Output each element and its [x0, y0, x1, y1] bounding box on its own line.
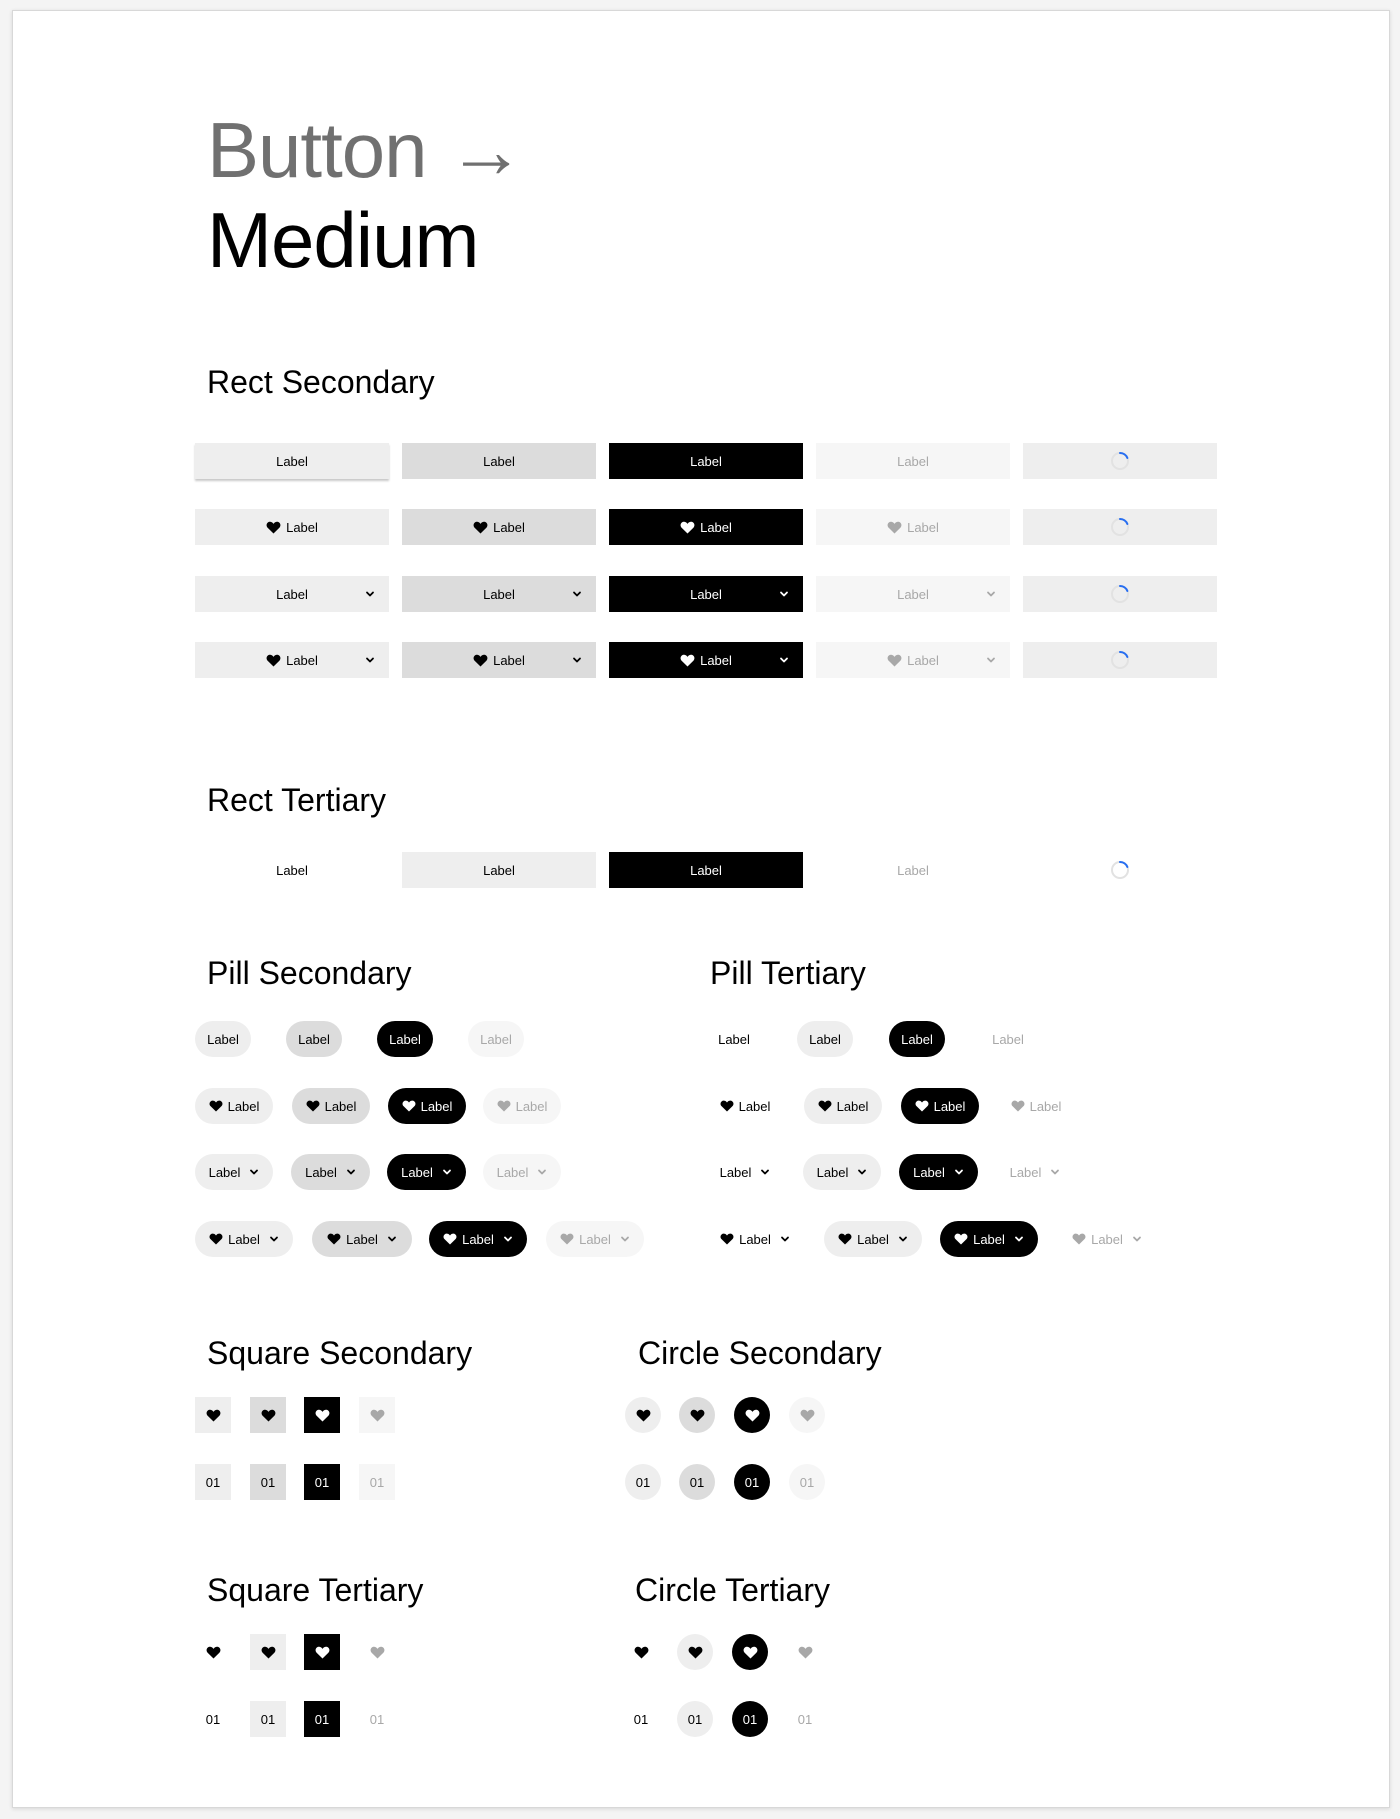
heart-icon — [473, 520, 488, 535]
heart-icon — [266, 653, 281, 668]
heart-icon — [743, 1645, 758, 1660]
button-number-label: 01 — [260, 1711, 276, 1727]
circle-tertiary-number-disabled-button[interactable] — [787, 1701, 823, 1737]
button-label: Label — [897, 453, 929, 469]
button-label: Label — [298, 1031, 330, 1047]
circle-tertiary-icon-default-button[interactable] — [623, 1634, 659, 1670]
section-title-circle-tertiary: Circle Tertiary — [635, 1572, 830, 1608]
pill-secondary-label-only-active-button[interactable] — [377, 1021, 433, 1057]
square-tertiary-icon-hover-button[interactable] — [250, 1634, 286, 1670]
circle-tertiary-number-default-button[interactable] — [623, 1701, 659, 1737]
pill-tertiary-chevron-trailing-hover-button[interactable] — [803, 1154, 881, 1190]
button-label: Label — [973, 1231, 1005, 1247]
pill-tertiary-icon-leading-active-button[interactable] — [901, 1088, 979, 1124]
chevron-down-icon — [1132, 1234, 1142, 1244]
rect-secondary-chevron-trailing-hover-button[interactable] — [402, 576, 596, 612]
rect-secondary-label-only-disabled-button[interactable] — [816, 443, 1010, 479]
button-label: Label — [483, 862, 515, 878]
button-number-label: 01 — [797, 1711, 813, 1727]
chevron-down-icon — [442, 1167, 452, 1177]
spinner-icon — [1110, 517, 1130, 537]
button-label: Label — [483, 586, 515, 602]
button-number-label: 01 — [369, 1711, 385, 1727]
button-label: Label — [836, 1098, 869, 1114]
chevron-down-icon — [537, 1167, 547, 1177]
button-label: Label — [901, 1031, 933, 1047]
button-label: Label — [515, 1098, 548, 1114]
button-label: Label — [462, 1231, 494, 1247]
pill-tertiary-chevron-trailing-active-button[interactable] — [899, 1154, 978, 1190]
chevron-down-icon — [898, 1234, 908, 1244]
chevron-down-icon — [249, 1167, 259, 1177]
circle-secondary-number-active-button[interactable] — [734, 1464, 770, 1500]
section-title-square-tertiary: Square Tertiary — [207, 1572, 424, 1608]
heart-icon — [370, 1408, 385, 1423]
chevron-down-icon — [365, 655, 375, 665]
square-tertiary-number-disabled-button[interactable] — [359, 1701, 395, 1737]
heart-icon — [887, 520, 902, 535]
button-number-label: 01 — [633, 1711, 649, 1727]
pill-secondary-chevron-trailing-active-button[interactable] — [387, 1154, 466, 1190]
section-title-rect-secondary: Rect Secondary — [207, 364, 435, 400]
rect-tertiary-active-button[interactable] — [609, 852, 803, 888]
heart-icon — [206, 1408, 221, 1423]
heart-icon — [560, 1232, 574, 1246]
button-label: Label — [324, 1098, 357, 1114]
circle-tertiary-number-active-button[interactable] — [732, 1701, 768, 1737]
button-label: Label — [907, 652, 939, 668]
button-label: Label — [809, 1031, 841, 1047]
button-label: Label — [305, 1164, 337, 1180]
button-label: Label — [1091, 1231, 1123, 1247]
button-number-label: 01 — [744, 1474, 760, 1490]
section-title-rect-tertiary: Rect Tertiary — [207, 782, 387, 818]
square-tertiary-icon-active-button[interactable] — [304, 1634, 340, 1670]
rect-secondary-icon-leading-and-chevron-hover-button[interactable] — [402, 642, 596, 678]
button-label: Label — [992, 1031, 1024, 1047]
pill-secondary-label-only-hover-button[interactable] — [286, 1021, 342, 1057]
heart-icon — [327, 1232, 341, 1246]
chevron-down-icon — [620, 1234, 630, 1244]
heart-icon — [1011, 1099, 1025, 1113]
button-number-label: 01 — [314, 1474, 330, 1490]
button-number-label: 01 — [687, 1711, 703, 1727]
button-label: Label — [483, 453, 515, 469]
chevron-down-icon — [986, 589, 996, 599]
heart-icon — [680, 653, 695, 668]
button-label: Label — [1029, 1098, 1062, 1114]
button-label: Label — [493, 519, 525, 535]
pill-tertiary-icon-leading-hover-button[interactable] — [804, 1088, 882, 1124]
button-label: Label — [208, 1164, 241, 1180]
rect-secondary-label-only-active-button[interactable] — [609, 443, 803, 479]
heart-icon — [954, 1232, 968, 1246]
rect-secondary-icon-leading-and-chevron-default-button[interactable] — [195, 642, 389, 678]
pill-secondary-icon-leading-and-chevron-default-button[interactable] — [195, 1221, 293, 1257]
pill-tertiary-chevron-trailing-disabled-button[interactable] — [996, 1154, 1074, 1190]
rect-secondary-icon-leading-disabled-button[interactable] — [816, 509, 1010, 545]
section-title-square-secondary: Square Secondary — [207, 1335, 473, 1371]
heart-icon — [634, 1645, 649, 1660]
square-tertiary-icon-disabled-button[interactable] — [359, 1634, 395, 1670]
pill-secondary-icon-leading-and-chevron-disabled-button[interactable] — [546, 1221, 644, 1257]
heart-icon — [261, 1408, 276, 1423]
button-label: Label — [227, 1098, 260, 1114]
pill-secondary-label-only-default-button[interactable] — [195, 1021, 251, 1057]
section-title-pill-tertiary: Pill Tertiary — [710, 955, 866, 991]
chevron-down-icon — [572, 655, 582, 665]
button-number-label: 01 — [799, 1474, 815, 1490]
rect-secondary-chevron-trailing-active-button[interactable] — [609, 576, 803, 612]
button-label: Label — [276, 586, 308, 602]
pill-tertiary-chevron-trailing-default-button[interactable] — [706, 1154, 784, 1190]
rect-secondary-icon-leading-and-chevron-loading-button[interactable] — [1023, 642, 1217, 678]
chevron-down-icon — [503, 1234, 513, 1244]
pill-secondary-icon-leading-default-button[interactable] — [195, 1088, 273, 1124]
heart-icon — [315, 1408, 330, 1423]
button-number-label: 01 — [635, 1474, 651, 1490]
pill-tertiary-icon-leading-and-chevron-active-button[interactable] — [940, 1221, 1038, 1257]
rect-secondary-icon-leading-and-chevron-active-button[interactable] — [609, 642, 803, 678]
spec-sheet — [12, 10, 1390, 1808]
section-title-circle-secondary: Circle Secondary — [638, 1335, 882, 1371]
button-label: Label — [579, 1231, 611, 1247]
square-tertiary-number-default-button[interactable] — [195, 1701, 231, 1737]
page-title-category: Button → — [207, 106, 525, 194]
square-secondary-number-disabled-button[interactable] — [359, 1464, 395, 1500]
heart-icon — [838, 1232, 852, 1246]
button-label: Label — [207, 1031, 239, 1047]
chevron-down-icon — [269, 1234, 279, 1244]
button-number-label: 01 — [205, 1474, 221, 1490]
heart-icon — [206, 1645, 221, 1660]
chevron-down-icon — [780, 1234, 790, 1244]
rect-secondary-label-only-default-button[interactable] — [195, 443, 389, 479]
rect-secondary-icon-leading-loading-button[interactable] — [1023, 509, 1217, 545]
heart-icon — [745, 1408, 760, 1423]
chevron-down-icon — [572, 589, 582, 599]
heart-icon — [209, 1232, 223, 1246]
circle-tertiary-icon-active-button[interactable] — [732, 1634, 768, 1670]
square-secondary-icon-default-button[interactable] — [195, 1397, 231, 1433]
heart-icon — [443, 1232, 457, 1246]
heart-icon — [266, 520, 281, 535]
pill-secondary-icon-leading-hover-button[interactable] — [292, 1088, 370, 1124]
circle-secondary-icon-hover-button[interactable] — [679, 1397, 715, 1433]
circle-secondary-icon-disabled-button[interactable] — [789, 1397, 825, 1433]
heart-icon — [688, 1645, 703, 1660]
square-secondary-icon-active-button[interactable] — [304, 1397, 340, 1433]
heart-icon — [402, 1099, 416, 1113]
button-label: Label — [286, 652, 318, 668]
circle-tertiary-icon-disabled-button[interactable] — [787, 1634, 823, 1670]
rect-tertiary-disabled-button[interactable] — [816, 852, 1010, 888]
chevron-down-icon — [1050, 1167, 1060, 1177]
button-number-label: 01 — [314, 1711, 330, 1727]
button-label: Label — [857, 1231, 889, 1247]
button-label: Label — [493, 652, 525, 668]
chevron-down-icon — [954, 1167, 964, 1177]
heart-icon — [315, 1645, 330, 1660]
rect-secondary-icon-leading-hover-button[interactable] — [402, 509, 596, 545]
chevron-down-icon — [857, 1167, 867, 1177]
button-label: Label — [933, 1098, 966, 1114]
heart-icon — [680, 520, 695, 535]
button-label: Label — [897, 862, 929, 878]
button-label: Label — [346, 1231, 378, 1247]
button-number-label: 01 — [260, 1474, 276, 1490]
square-secondary-icon-hover-button[interactable] — [250, 1397, 286, 1433]
rect-tertiary-hover-button[interactable] — [402, 852, 596, 888]
pill-tertiary-label-only-disabled-button[interactable] — [980, 1021, 1036, 1057]
heart-icon — [800, 1408, 815, 1423]
rect-secondary-icon-leading-active-button[interactable] — [609, 509, 803, 545]
heart-icon — [636, 1408, 651, 1423]
heart-icon — [720, 1099, 734, 1113]
rect-secondary-icon-leading-default-button[interactable] — [195, 509, 389, 545]
square-secondary-icon-disabled-button[interactable] — [359, 1397, 395, 1433]
button-label: Label — [276, 862, 308, 878]
chevron-down-icon — [779, 655, 789, 665]
button-label: Label — [690, 862, 722, 878]
heart-icon — [497, 1099, 511, 1113]
button-label: Label — [897, 586, 929, 602]
chevron-down-icon — [1014, 1234, 1024, 1244]
section-title-pill-secondary: Pill Secondary — [207, 955, 412, 991]
pill-tertiary-icon-leading-and-chevron-default-button[interactable] — [706, 1221, 804, 1257]
square-secondary-number-active-button[interactable] — [304, 1464, 340, 1500]
button-number-label: 01 — [205, 1711, 221, 1727]
rect-secondary-label-only-hover-button[interactable] — [402, 443, 596, 479]
button-number-label: 01 — [742, 1711, 758, 1727]
pill-tertiary-label-only-hover-button[interactable] — [797, 1021, 853, 1057]
button-label: Label — [496, 1164, 529, 1180]
square-tertiary-number-active-button[interactable] — [304, 1701, 340, 1737]
square-secondary-number-hover-button[interactable] — [250, 1464, 286, 1500]
button-label: Label — [228, 1231, 260, 1247]
rect-secondary-chevron-trailing-default-button[interactable] — [195, 576, 389, 612]
pill-tertiary-label-only-active-button[interactable] — [889, 1021, 945, 1057]
spinner-icon — [1110, 584, 1130, 604]
button-label: Label — [719, 1164, 752, 1180]
button-label: Label — [700, 652, 732, 668]
pill-secondary-chevron-trailing-default-button[interactable] — [195, 1154, 273, 1190]
button-number-label: 01 — [689, 1474, 705, 1490]
pill-secondary-icon-leading-active-button[interactable] — [388, 1088, 466, 1124]
circle-secondary-number-disabled-button[interactable] — [789, 1464, 825, 1500]
button-label: Label — [286, 519, 318, 535]
button-label: Label — [816, 1164, 849, 1180]
heart-icon — [798, 1645, 813, 1660]
button-label: Label — [907, 519, 939, 535]
pill-tertiary-icon-leading-disabled-button[interactable] — [997, 1088, 1075, 1124]
pill-secondary-chevron-trailing-disabled-button[interactable] — [483, 1154, 561, 1190]
spinner-icon — [1110, 650, 1130, 670]
button-label: Label — [739, 1231, 771, 1247]
spinner-icon — [1110, 451, 1130, 471]
heart-icon — [690, 1408, 705, 1423]
pill-secondary-icon-leading-and-chevron-active-button[interactable] — [429, 1221, 527, 1257]
square-tertiary-icon-default-button[interactable] — [195, 1634, 231, 1670]
circle-secondary-icon-default-button[interactable] — [625, 1397, 661, 1433]
heart-icon — [1072, 1232, 1086, 1246]
chevron-down-icon — [760, 1167, 770, 1177]
chevron-down-icon — [387, 1234, 397, 1244]
button-label: Label — [420, 1098, 453, 1114]
button-label: Label — [700, 519, 732, 535]
pill-secondary-icon-leading-and-chevron-hover-button[interactable] — [312, 1221, 412, 1257]
chevron-down-icon — [779, 589, 789, 599]
page-title-size: Medium — [207, 196, 479, 284]
pill-tertiary-icon-leading-and-chevron-disabled-button[interactable] — [1058, 1221, 1156, 1257]
circle-secondary-icon-active-button[interactable] — [734, 1397, 770, 1433]
square-tertiary-number-hover-button[interactable] — [250, 1701, 286, 1737]
heart-icon — [915, 1099, 929, 1113]
heart-icon — [370, 1645, 385, 1660]
button-label: Label — [913, 1164, 945, 1180]
circle-secondary-number-default-button[interactable] — [625, 1464, 661, 1500]
chevron-down-icon — [365, 589, 375, 599]
heart-icon — [473, 653, 488, 668]
button-label: Label — [690, 586, 722, 602]
button-label: Label — [738, 1098, 771, 1114]
button-label: Label — [389, 1031, 421, 1047]
rect-tertiary-default-button[interactable] — [195, 852, 389, 888]
pill-secondary-icon-leading-disabled-button[interactable] — [483, 1088, 561, 1124]
rect-secondary-label-only-loading-button[interactable] — [1023, 443, 1217, 479]
pill-tertiary-label-only-default-button[interactable] — [706, 1021, 762, 1057]
square-secondary-number-default-button[interactable] — [195, 1464, 231, 1500]
pill-secondary-label-only-disabled-button[interactable] — [468, 1021, 524, 1057]
chevron-down-icon — [986, 655, 996, 665]
heart-icon — [261, 1645, 276, 1660]
circle-secondary-number-hover-button[interactable] — [679, 1464, 715, 1500]
button-label: Label — [1009, 1164, 1042, 1180]
pill-tertiary-icon-leading-and-chevron-hover-button[interactable] — [824, 1221, 922, 1257]
button-label: Label — [276, 453, 308, 469]
pill-tertiary-icon-leading-default-button[interactable] — [706, 1088, 784, 1124]
button-label: Label — [718, 1031, 750, 1047]
spinner-icon — [1110, 860, 1130, 880]
heart-icon — [209, 1099, 223, 1113]
button-label: Label — [401, 1164, 433, 1180]
button-number-label: 01 — [369, 1474, 385, 1490]
pill-secondary-chevron-trailing-hover-button[interactable] — [291, 1154, 370, 1190]
rect-tertiary-loading-button[interactable] — [1023, 852, 1217, 888]
heart-icon — [720, 1232, 734, 1246]
heart-icon — [818, 1099, 832, 1113]
rect-secondary-chevron-trailing-loading-button[interactable] — [1023, 576, 1217, 612]
rect-secondary-icon-leading-and-chevron-disabled-button[interactable] — [816, 642, 1010, 678]
rect-secondary-chevron-trailing-disabled-button[interactable] — [816, 576, 1010, 612]
circle-tertiary-icon-hover-button[interactable] — [677, 1634, 713, 1670]
button-label: Label — [480, 1031, 512, 1047]
heart-icon — [887, 653, 902, 668]
heart-icon — [306, 1099, 320, 1113]
chevron-down-icon — [346, 1167, 356, 1177]
circle-tertiary-number-hover-button[interactable] — [677, 1701, 713, 1737]
button-label: Label — [690, 453, 722, 469]
